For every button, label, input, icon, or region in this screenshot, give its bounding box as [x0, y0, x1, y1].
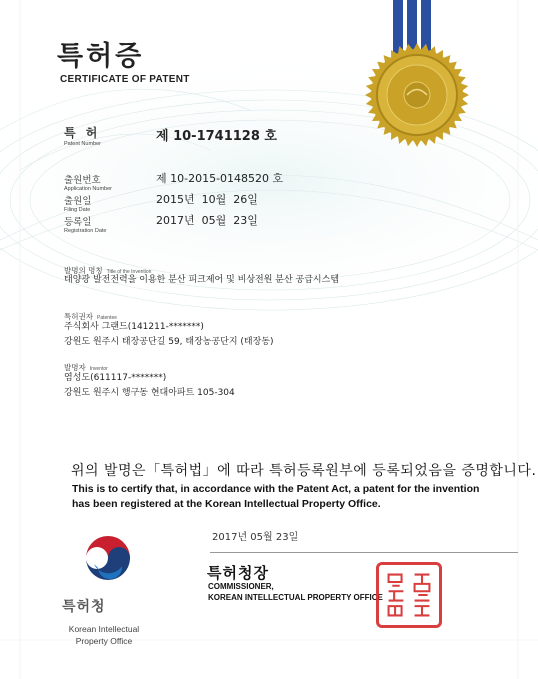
registration-date-value: 2017년 05월 23일: [156, 214, 258, 227]
invention-label-en: Title of the Invention: [106, 269, 152, 275]
kipo-name-en-line2: Property Office: [75, 636, 133, 646]
certification-statement-en-line1: This is to certify that, in accordance with the Patent Act, a patent for the invention: [72, 483, 480, 495]
inventor-name: 염성도(611117-*******): [64, 373, 167, 383]
seal-glyph-pattern: [383, 567, 435, 623]
filing-date-label-en: Filing Date: [64, 207, 91, 213]
patent-number-label-ko: 특 허: [64, 126, 101, 140]
kipo-name-en-line1: Korean Intellectual: [68, 624, 140, 634]
issue-date: 2017년 05월 23일: [212, 532, 299, 543]
registration-date-label-ko: 등록일: [64, 217, 92, 228]
inventor-label-en: Inventor: [89, 366, 108, 372]
application-number-value: 제 10-2015-0148520 호: [156, 172, 284, 185]
filing-date-label-ko: 출원일: [64, 196, 92, 207]
invention-label-ko: 발명의 명칭: [64, 266, 103, 275]
application-number-label: [64, 172, 112, 192]
certificate-subtitle: CERTIFICATE OF PATENT: [60, 74, 190, 85]
invention-title: 태양광 발전전력을 이용한 분산 피크제어 및 비상전원 분산 공급시스템: [64, 275, 340, 285]
patentee-label-en: Patentee: [96, 315, 118, 321]
official-red-seal: [376, 562, 442, 628]
application-number-label-en: Application Number: [64, 186, 112, 192]
commissioner-title-en-line1: COMMISSIONER,: [208, 582, 274, 591]
certification-statement-ko: 위의 발명은「특허법」에 따라 특허등록원부에 등록되었음을 증명합니다.: [71, 463, 537, 479]
signature-divider: [210, 552, 518, 553]
kipo-name-ko: 특허청: [62, 599, 106, 615]
patentee-address: 강원도 원주시 태장공단길 59, 태장농공단지 (태장동): [64, 337, 274, 347]
certificate-title: 특허증: [57, 41, 145, 72]
inventor-label-ko: 발명자: [64, 363, 86, 372]
filing-date-value: 2015년 10월 26일: [156, 193, 258, 206]
filing-date-label: [64, 193, 92, 213]
certification-statement-en-line2: has been registered at the Korean Intellectual Property Office.: [72, 498, 381, 510]
registration-date-label-en: Registration Date: [64, 228, 107, 234]
patent-number-value: 제 10-1741128 호: [156, 129, 277, 144]
commissioner-title-en-line2: KOREAN INTELLECTUAL PROPERTY OFFICE: [208, 593, 383, 602]
patent-number-label: [64, 124, 101, 147]
kipo-logo-icon: [78, 528, 138, 588]
registration-date-label: [64, 214, 107, 234]
gold-medal-seal: [355, 0, 485, 155]
inventor-address: 강원도 원주시 행구동 현대아파트 105-304: [64, 388, 235, 398]
patentee-label-ko: 특허권자: [64, 312, 93, 321]
patent-number-label-en: Patent Number: [64, 141, 101, 147]
application-number-label-ko: 출원번호: [64, 175, 101, 186]
commissioner-title-ko: 특허청장: [207, 564, 269, 582]
patentee-name: 주식회사 그랜드(141211-*******): [64, 322, 204, 332]
